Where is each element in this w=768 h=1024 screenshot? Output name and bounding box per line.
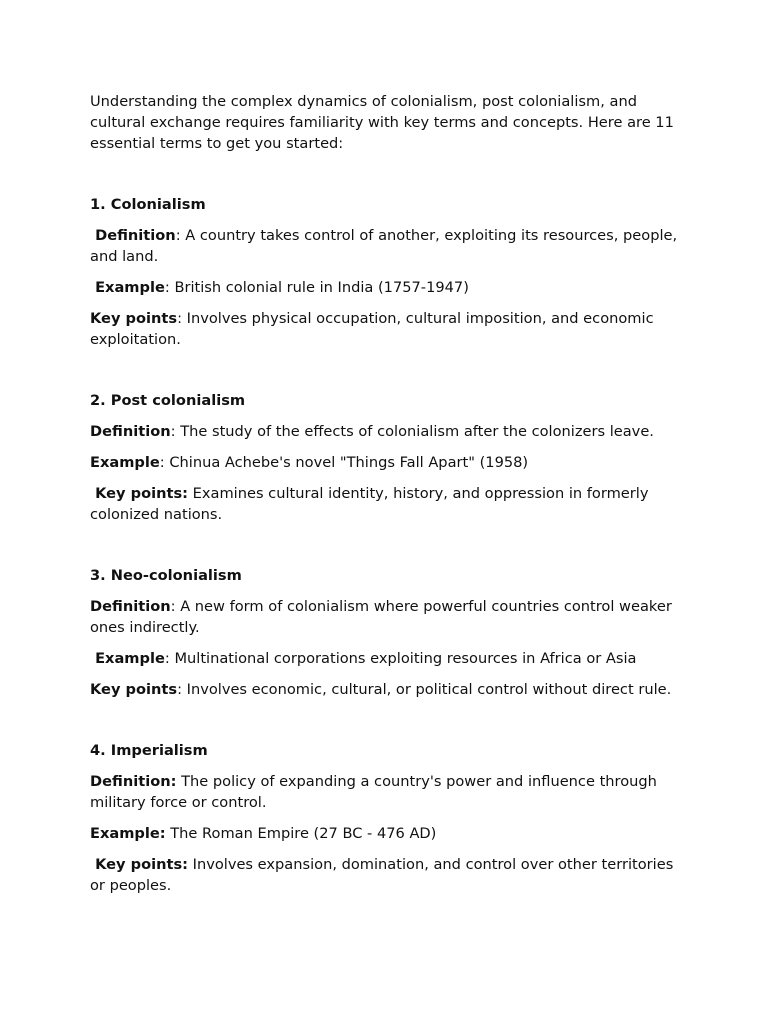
definition-text: The policy of expanding a country's power and influence through military force or control.	[90, 773, 657, 811]
definition-line	[90, 596, 690, 638]
definition-separator: :	[170, 423, 181, 440]
example-text: The Roman Empire (27 BC - 476 AD)	[170, 825, 437, 842]
example-label: Example:	[90, 825, 166, 842]
example-separator: :	[164, 279, 175, 296]
definition-line	[90, 225, 690, 267]
keypoints-line	[90, 679, 690, 700]
keypoints-separator: :	[177, 681, 187, 698]
example-label: Example	[90, 279, 165, 296]
term-title: 2. Post colonialism	[90, 392, 246, 409]
definition-label: Definition	[90, 227, 176, 244]
example-line	[90, 648, 690, 669]
example-line	[90, 452, 690, 473]
example-separator: :	[159, 454, 170, 471]
definition-text: A new form of colonialism where powerful countries control weaker ones indirectly.	[90, 598, 672, 636]
definition-line	[90, 771, 690, 813]
keypoints-line	[90, 483, 690, 525]
definition-separator: :	[170, 598, 181, 615]
keypoints-label: Key points	[90, 681, 178, 698]
keypoints-line	[90, 308, 690, 350]
term-colonialism	[90, 194, 690, 350]
definition-label: Definition	[90, 598, 171, 615]
term-title: 1. Colonialism	[90, 196, 206, 213]
example-line	[90, 823, 690, 844]
term-neo-colonialism	[90, 565, 690, 700]
definition-label: Definition	[90, 423, 171, 440]
keypoints-label: Key points:	[90, 856, 188, 873]
term-title: 4. Imperialism	[90, 742, 208, 759]
example-line	[90, 277, 690, 298]
keypoints-text: Examines cultural identity, history, and oppression in formerly colonized nations.	[90, 485, 649, 523]
example-text: British colonial rule in India (1757-1947)	[174, 279, 469, 296]
term-imperialism	[90, 740, 690, 896]
definition-label: Definition:	[90, 773, 177, 790]
keypoints-text: Involves expansion, domination, and control over other territories or peoples.	[90, 856, 674, 894]
definition-text: The study of the effects of colonialism after the colonizers leave.	[180, 423, 654, 440]
keypoints-label: Key points:	[90, 485, 188, 502]
keypoints-label: Key points	[90, 310, 178, 327]
example-label: Example	[90, 650, 165, 667]
intro-paragraph: Understanding the complex dynamics of colonialism, post colonialism, and cultural exchange requires familiarity with key terms and concepts. Here are 11 essential terms to get you started:	[90, 93, 674, 152]
keypoints-text: Involves economic, cultural, or political control without direct rule.	[186, 681, 672, 698]
example-text: Chinua Achebe's novel "Things Fall Apart" (1958)	[169, 454, 529, 471]
definition-line	[90, 421, 690, 442]
document-body	[90, 91, 690, 936]
keypoints-separator: :	[177, 310, 187, 327]
definition-separator: :	[175, 227, 186, 244]
example-label: Example	[90, 454, 160, 471]
keypoints-line	[90, 854, 690, 896]
example-separator: :	[164, 650, 175, 667]
definition-text: A country takes control of another, exploiting its resources, people, and land.	[90, 227, 678, 265]
term-title: 3. Neo-colonialism	[90, 567, 242, 584]
example-text: Multinational corporations exploiting resources in Africa or Asia	[174, 650, 637, 667]
term-post-colonialism	[90, 390, 690, 525]
keypoints-text: Involves physical occupation, cultural imposition, and economic exploitation.	[90, 310, 654, 348]
